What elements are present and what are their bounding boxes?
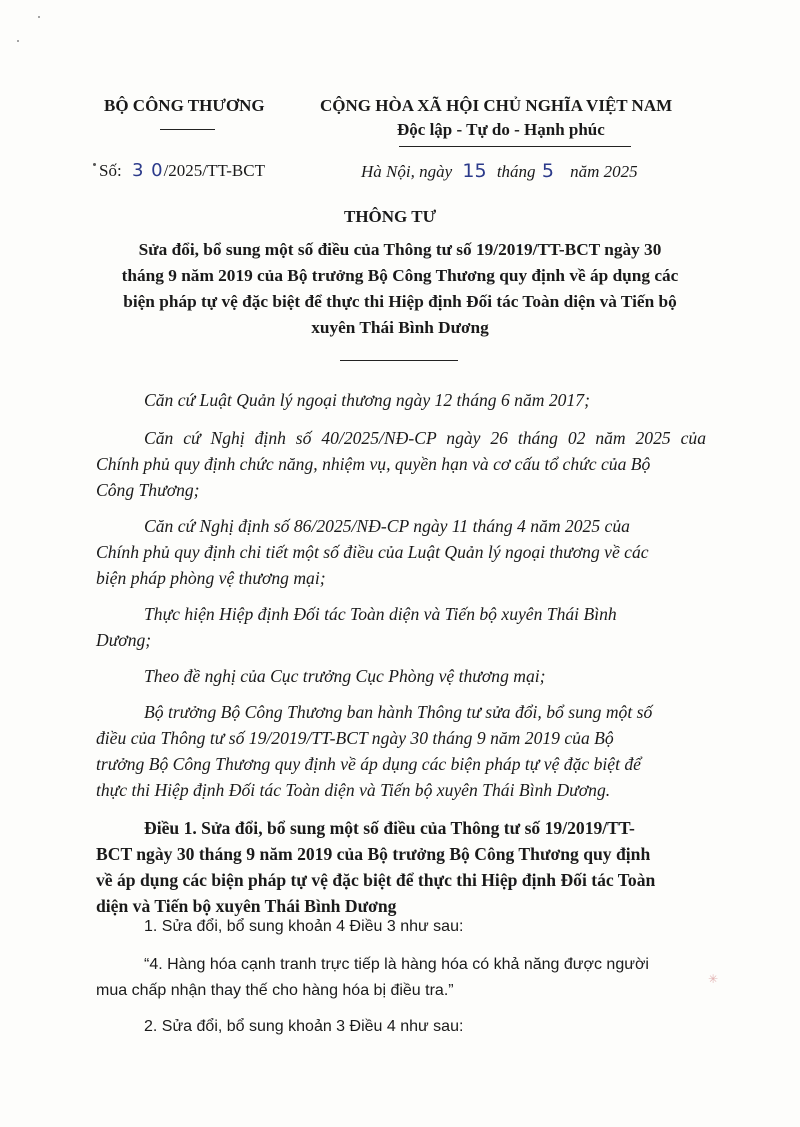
clause-2: 2. Sửa đổi, bổ sung khoản 3 Điều 4 như sau: [144, 1018, 464, 1035]
speck-mark [93, 163, 96, 166]
article-line: diện và Tiến bộ xuyên Thái Bình Dương [96, 896, 397, 916]
speck-mark [38, 16, 40, 18]
document-type: THÔNG TƯ [344, 207, 437, 226]
ministry-underline [160, 129, 215, 130]
date-month: 5 [541, 160, 554, 182]
subject-line: Sửa đổi, bổ sung một số điều của Thông tư số 19/2019/TT-BCT ngày 30 [138, 240, 662, 259]
preamble-line: Thực hiện Hiệp định Đối tác Toàn diện và Tiến bộ xuyên Thái Bình [144, 604, 617, 624]
motto-underline [399, 146, 631, 147]
subject-line: xuyên Thái Bình Dương [311, 318, 489, 337]
date-year: năm 2025 [570, 162, 638, 181]
preamble-line: trưởng Bộ Công Thương quy định về áp dụng các biện pháp tự vệ đặc biệt để [96, 754, 641, 774]
article-line: BCT ngày 30 tháng 9 năm 2019 của Bộ trưởng Bộ Công Thương quy định [96, 844, 651, 864]
preamble-line: Chính phủ quy định chức năng, nhiệm vụ, quyền hạn và cơ cấu tổ chức của Bộ [96, 454, 651, 474]
preamble-line: Dương; [96, 630, 152, 650]
number-prefix: Số: [99, 161, 122, 180]
clause-1: 1. Sửa đổi, bổ sung khoản 4 Điều 3 như sau: [144, 918, 464, 935]
republic-name: CỘNG HÒA XÃ HỘI CHỦ NGHĨA VIỆT NAM [320, 96, 673, 115]
subject-line: biện pháp tự vệ đặc biệt để thực thi Hiệp định Đối tác Toàn diện và Tiến bộ [123, 292, 677, 311]
preamble-line: Chính phủ quy định chi tiết một số điều của Luật Quản lý ngoại thương về các [96, 542, 649, 562]
date-month-label: tháng [496, 162, 536, 181]
preamble-line: Công Thương; [96, 480, 200, 500]
document-number [99, 160, 265, 182]
preamble-line: Căn cứ Luật Quản lý ngoại thương ngày 12 tháng 6 năm 2017; [144, 390, 590, 410]
ministry-name: BỘ CÔNG THƯƠNG [104, 96, 265, 115]
article-line: Điều 1. Sửa đổi, bổ sung một số điều của Thông tư số 19/2019/TT- [144, 818, 635, 838]
subject-line: tháng 9 năm 2019 của Bộ trưởng Bộ Công Thương quy định về áp dụng các [121, 266, 679, 285]
article-line: về áp dụng các biện pháp tự vệ đặc biệt để thực thi Hiệp định Đối tác Toàn [96, 870, 656, 890]
preamble-line: điều của Thông tư số 19/2019/TT-BCT ngày 30 tháng 9 năm 2019 của Bộ [96, 728, 614, 748]
motto: Độc lập - Tự do - Hạnh phúc [397, 120, 605, 139]
number-handwritten: 3 0 [131, 160, 164, 181]
quote-line: mua chấp nhận thay thế cho hàng hóa bị điều tra.” [96, 982, 454, 999]
document-date [361, 160, 638, 183]
preamble-line: Bộ trưởng Bộ Công Thương ban hành Thông tư sửa đổi, bổ sung một số [144, 702, 653, 722]
number-suffix: /2025/TT-BCT [163, 161, 265, 180]
preamble-line: Căn cứ Nghị định số 86/2025/NĐ-CP ngày 11 tháng 4 năm 2025 của [144, 516, 630, 536]
preamble-line: thực thi Hiệp định Đối tác Toàn diện và Tiến bộ xuyên Thái Bình Dương. [96, 780, 611, 800]
preamble-line: biện pháp phòng vệ thương mại; [96, 568, 326, 588]
speck-mark [17, 40, 19, 42]
stamp-mark: ✳ [708, 972, 719, 986]
title-underline [340, 360, 458, 361]
quote-line: “4. Hàng hóa cạnh tranh trực tiếp là hàng hóa có khả năng được người [144, 956, 649, 973]
preamble-line: Theo đề nghị của Cục trưởng Cục Phòng vệ thương mại; [144, 666, 546, 686]
date-place: Hà Nội, ngày [361, 162, 453, 181]
date-day: 15 [462, 160, 487, 182]
preamble-line: Căn cứ Nghị định số 40/2025/NĐ-CP ngày 26 tháng 02 năm 2025 của [144, 428, 706, 448]
